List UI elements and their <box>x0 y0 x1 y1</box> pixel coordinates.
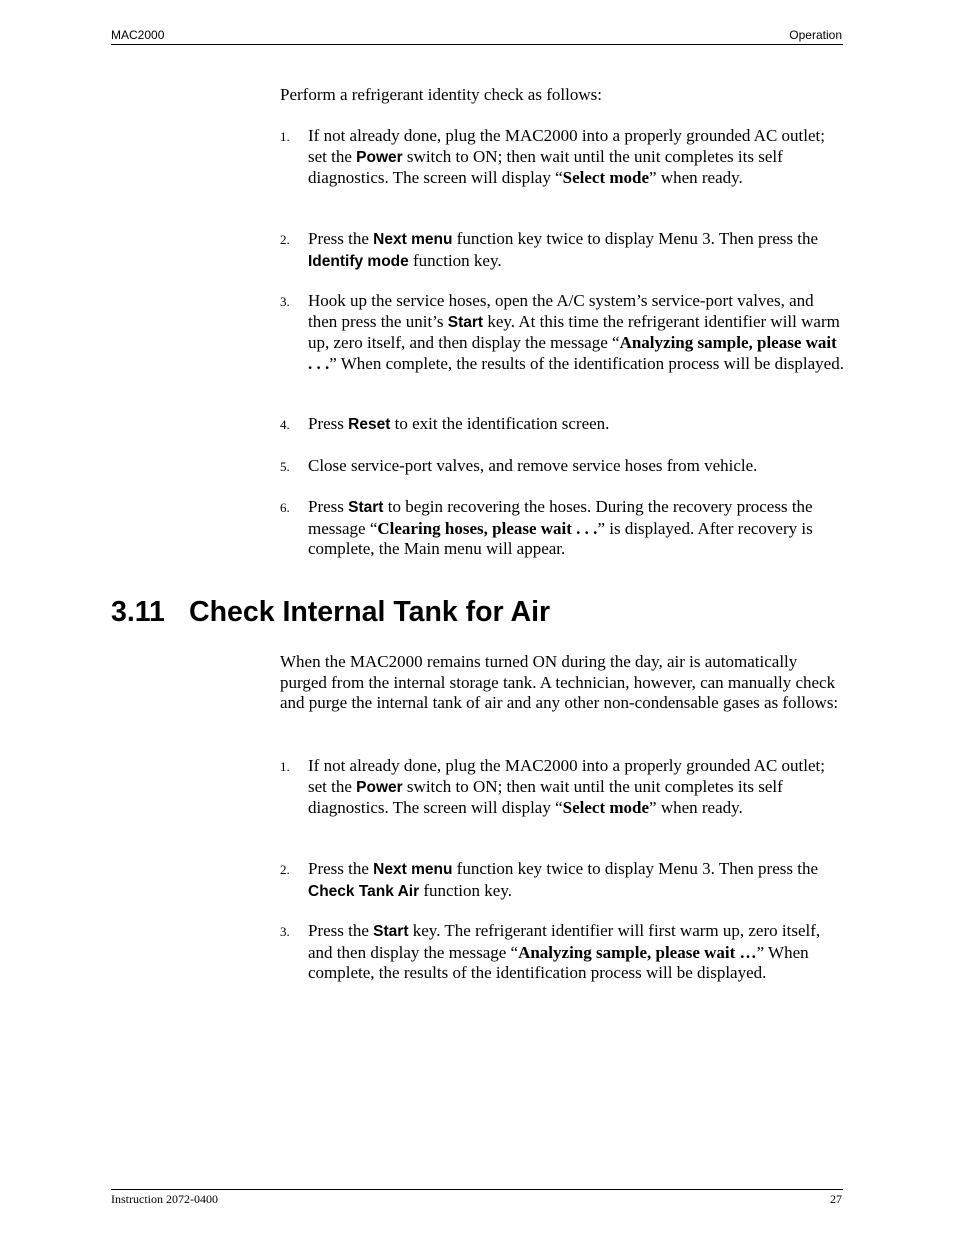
step-text: Press Reset to exit the identification screen. <box>308 414 610 433</box>
key-name: Start <box>447 313 484 331</box>
screen-message: Select mode <box>562 798 650 818</box>
section-number: 3.11 <box>111 596 165 628</box>
intro-paragraph: When the MAC2000 remains turned ON during the day, air is automatically purged from the internal storage tank. A technician, however, can manually check and purge the internal tank of air and any other non-condensable gases as follows: <box>280 652 839 713</box>
key-name: Next menu <box>373 231 453 248</box>
step-text: If not already done, plug the MAC2000 into a properly grounded AC outlet; set the Power switch to ON; then wait until the unit completes its self diagnostics. The screen will display “Select mode” when ready. <box>308 126 825 188</box>
key-name: Start <box>348 499 384 516</box>
step-number: 5. <box>280 459 290 474</box>
step-text: Press the Start key. The refrigerant identifier will first warm up, zero itself, and then display the message “Analyzing sample, please wait …” When complete, the results of the identification process will be displayed. <box>308 921 821 983</box>
key-name: Start <box>373 923 409 940</box>
page-number: 27 <box>830 1192 842 1206</box>
key-name: Next menu <box>373 861 453 878</box>
step-text: Close service-port valves, and remove service hoses from vehicle. <box>308 456 758 475</box>
header-section: Operation <box>789 28 842 42</box>
key-name: Power <box>356 778 403 796</box>
key-name: Power <box>356 148 403 166</box>
footer-rule <box>111 1189 843 1190</box>
key-name: Check Tank Air <box>308 882 420 900</box>
step-text: Press the Next menu function key twice to display Menu 3. Then press the Check Tank Air function key. <box>308 859 819 900</box>
step-number: 1. <box>280 129 290 144</box>
key-name: Identify mode <box>308 252 409 270</box>
screen-message: Analyzing sample, please wait … <box>518 942 757 962</box>
step-number: 6. <box>280 500 290 515</box>
section-heading <box>111 596 550 629</box>
step-number: 1. <box>280 759 290 774</box>
step-number: 3. <box>280 294 290 309</box>
screen-message: Select mode <box>562 168 650 188</box>
intro-paragraph: Perform a refrigerant identity check as follows: <box>280 85 602 104</box>
step-text: Hook up the service hoses, open the A/C system’s service-port valves, and then press the unit’s Start key. At this time the refrigerant identifier will warm up, zero itself, and then display the message “Analyzing sample, please wait . . .” When complete, the results of the identification process will be displayed. <box>308 291 844 374</box>
key-name: Reset <box>348 416 391 433</box>
header-rule <box>111 44 843 45</box>
step-text: Press the Next menu function key twice to display Menu 3. Then press the Identify mode function key. <box>308 229 819 270</box>
screen-message: Clearing hoses, please wait . . . <box>377 518 598 538</box>
header-product: MAC2000 <box>111 28 165 42</box>
footer-document-number: Instruction 2072-0400 <box>111 1192 218 1206</box>
section-title: Check Internal Tank for Air <box>189 596 551 628</box>
step-number: 2. <box>280 232 290 247</box>
step-text: If not already done, plug the MAC2000 into a properly grounded AC outlet; set the Power switch to ON; then wait until the unit completes its self diagnostics. The screen will display “Select mode” when ready. <box>308 756 825 818</box>
step-number: 2. <box>280 862 290 877</box>
screen-message: Analyzing sample, please wait . . . <box>308 333 837 374</box>
step-number: 3. <box>280 924 290 939</box>
step-text: Press Start to begin recovering the hoses. During the recovery process the message “Clearing hoses, please wait . . .” is displayed. After recovery is complete, the Main menu will appear. <box>308 497 813 559</box>
step-number: 4. <box>280 417 290 432</box>
